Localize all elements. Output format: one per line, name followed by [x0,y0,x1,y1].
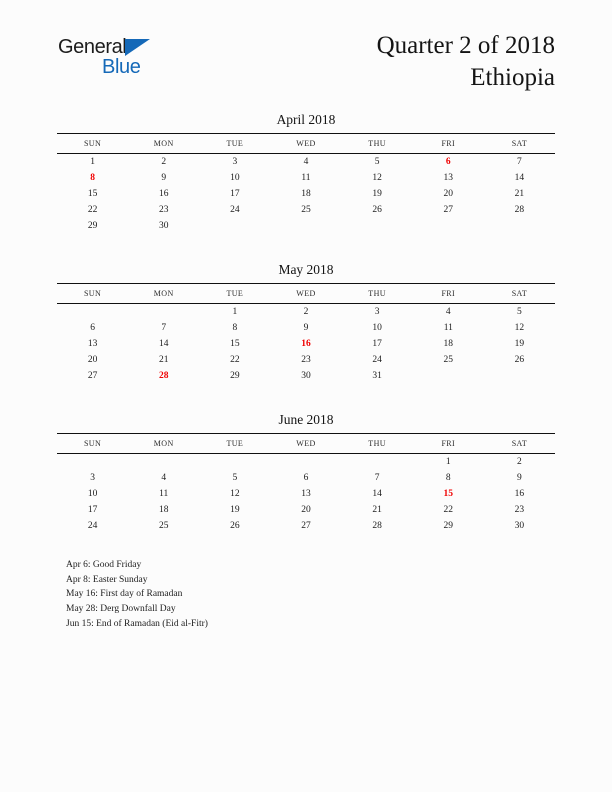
day-cell[interactable]: 29 [443,521,454,531]
day-cell[interactable]: 4 [161,473,167,483]
day-cell[interactable]: 20 [301,505,311,515]
weekday-header-wed: WED [270,434,341,454]
day-cell[interactable]: 24 [87,521,98,531]
day-cell[interactable]: 3 [90,473,95,483]
day-cell[interactable]: 1 [90,157,95,167]
day-cell[interactable]: 6 [303,473,309,483]
day-cell[interactable]: 8 [232,323,238,333]
week-row [57,470,555,486]
weekday-header-wed: WED [270,134,341,154]
holiday-legend-item: May 28: Derg Downfall Day [66,604,176,615]
week-row [57,186,555,202]
weekday-header-row [57,434,555,454]
calendar-table [57,283,555,384]
day-cell[interactable]: 23 [301,355,311,365]
day-cell[interactable]: 10 [372,323,382,333]
weekday-header-tue: TUE [199,134,270,154]
day-cell[interactable]: 10 [230,173,240,183]
day-cell[interactable]: 25 [158,521,169,531]
weekday-header-sun: SUN [57,134,128,154]
day-cell[interactable]: 11 [301,173,311,183]
day-cell[interactable]: 16 [514,489,525,499]
weekday-header-sun: SUN [57,284,128,304]
day-cell-empty [484,368,555,384]
day-cell[interactable]: 7 [374,473,380,483]
weekday-header-fri: FRI [413,284,484,304]
day-cell-empty [413,218,484,234]
day-cell[interactable]: 17 [230,189,240,199]
day-cell[interactable]: 8 [445,473,451,483]
day-cell[interactable]: 15 [230,339,240,349]
weekday-header-thu: THU [342,284,413,304]
day-cell[interactable]: 26 [372,205,382,215]
weekday-header-fri: FRI [413,134,484,154]
day-cell[interactable]: 21 [372,505,382,515]
day-cell[interactable]: 7 [161,323,167,333]
day-cell[interactable]: 29 [87,221,98,231]
day-cell[interactable]: 27 [301,521,311,531]
day-cell[interactable]: 21 [514,189,525,199]
weekday-header-mon: MON [128,284,199,304]
day-cell[interactable]: 30 [158,221,169,231]
day-cell[interactable]: 22 [87,205,98,215]
day-cell-empty [342,218,413,234]
week-row [57,502,555,518]
day-cell[interactable]: 16 [158,189,169,199]
day-cell-empty [484,218,555,234]
week-row [57,368,555,384]
weekday-header-mon: MON [128,434,199,454]
week-row [57,486,555,502]
day-cell-holiday[interactable]: 6 [445,157,451,167]
day-cell[interactable]: 21 [158,355,169,365]
day-cell[interactable]: 14 [514,173,525,183]
day-cell[interactable]: 11 [443,323,453,333]
day-cell[interactable]: 14 [158,339,169,349]
day-cell-empty [270,454,341,471]
weekday-header-sat: SAT [484,284,555,304]
triangle-icon [125,39,150,56]
week-row [57,454,555,471]
holiday-legend-item: Apr 6: Good Friday [66,560,142,570]
weekday-header-wed: WED [270,284,341,304]
day-cell[interactable]: 2 [517,457,522,467]
weekday-header-row [57,134,555,154]
day-cell[interactable]: 10 [87,489,98,499]
month-title: June 2018 [278,412,334,427]
weekday-header-thu: THU [342,134,413,154]
day-cell[interactable]: 17 [87,505,98,515]
day-cell[interactable]: 30 [301,371,311,381]
month-title: April 2018 [276,112,336,127]
weekday-header-thu: THU [342,434,413,454]
weekday-header-sat: SAT [484,134,555,154]
logo-word-blue: Blue [102,56,141,78]
day-cell-empty [128,454,199,471]
quarter-calendars [0,110,612,560]
day-cell[interactable]: 23 [514,505,525,515]
day-cell[interactable]: 12 [372,173,382,183]
day-cell-empty [270,218,341,234]
day-cell[interactable]: 12 [514,323,525,333]
day-cell-holiday[interactable]: 8 [90,173,95,183]
day-cell[interactable]: 5 [232,473,238,483]
day-cell-holiday[interactable]: 16 [301,339,311,349]
day-cell[interactable]: 20 [443,189,454,199]
day-cell-empty [199,218,270,234]
day-cell[interactable]: 2 [303,307,309,317]
weekday-header-row [57,284,555,304]
day-cell-empty [128,304,199,321]
day-cell[interactable]: 24 [372,355,382,365]
week-row [57,320,555,336]
day-cell[interactable]: 18 [301,189,311,199]
day-cell[interactable]: 14 [372,489,382,499]
day-cell[interactable]: 9 [517,473,522,483]
day-cell[interactable]: 25 [301,205,311,215]
holiday-legend-item: Jun 15: End of Ramadan (Eid al-Fitr) [66,618,208,629]
weekday-header-tue: TUE [199,284,270,304]
weekday-header-sun: SUN [57,434,128,454]
day-cell[interactable]: 12 [230,489,240,499]
day-cell[interactable]: 17 [372,339,382,349]
day-cell[interactable]: 5 [517,307,522,317]
day-cell-holiday[interactable]: 28 [158,371,169,381]
weekday-header-mon: MON [128,134,199,154]
day-cell[interactable]: 19 [372,189,382,199]
day-cell[interactable]: 2 [161,157,167,167]
page-header [0,0,612,104]
day-cell[interactable]: 18 [443,339,454,349]
week-row [57,202,555,218]
day-cell[interactable]: 9 [303,323,309,333]
week-row [57,352,555,368]
day-cell[interactable]: 25 [443,355,454,365]
day-cell-empty [342,454,413,471]
day-cell-empty [57,454,128,471]
page-subtitle: Ethiopia [470,64,555,91]
day-cell[interactable]: 4 [303,157,309,167]
day-cell[interactable]: 30 [514,521,525,531]
day-cell[interactable]: 27 [443,205,454,215]
day-cell[interactable]: 24 [230,205,240,215]
day-cell[interactable]: 28 [372,521,382,531]
day-cell[interactable]: 28 [514,205,525,215]
day-cell[interactable]: 19 [230,505,240,515]
calendar-table [57,433,555,534]
day-cell[interactable]: 13 [443,173,454,183]
holiday-legend-item: Apr 8: Easter Sunday [66,574,148,585]
day-cell[interactable]: 22 [443,505,454,515]
day-cell[interactable]: 6 [90,323,95,333]
day-cell[interactable]: 15 [87,189,98,199]
week-row [57,304,555,321]
title-block [377,30,555,94]
day-cell-empty [199,454,270,471]
day-cell[interactable]: 31 [372,371,382,381]
holiday-legend [66,558,466,632]
week-row [57,518,555,534]
week-row [57,170,555,186]
day-cell[interactable]: 19 [514,339,525,349]
day-cell-holiday[interactable]: 15 [443,489,454,499]
day-cell[interactable]: 5 [374,157,380,167]
day-cell[interactable]: 20 [87,355,98,365]
day-cell[interactable]: 3 [232,157,238,167]
day-cell[interactable]: 13 [301,489,311,499]
calendar-table [57,133,555,234]
week-row [57,218,555,234]
day-cell-empty [57,304,128,321]
day-cell[interactable]: 29 [230,371,240,381]
day-cell[interactable]: 3 [374,307,380,317]
day-cell[interactable]: 26 [514,355,525,365]
day-cell[interactable]: 22 [230,355,240,365]
month-block [57,410,555,534]
general-blue-logo[interactable] [58,36,178,84]
day-cell[interactable]: 1 [445,457,451,467]
weekday-header-tue: TUE [199,434,270,454]
month-block [57,260,555,384]
weekday-header-fri: FRI [413,434,484,454]
day-cell[interactable]: 9 [161,173,167,183]
day-cell[interactable]: 27 [87,371,98,381]
day-cell[interactable]: 26 [230,521,240,531]
day-cell[interactable]: 7 [517,157,522,167]
day-cell[interactable]: 4 [445,307,451,317]
week-row [57,336,555,352]
day-cell-empty [413,368,484,384]
logo-word-general: General [58,36,127,58]
day-cell[interactable]: 13 [87,339,98,349]
day-cell[interactable]: 1 [232,307,238,317]
day-cell[interactable]: 18 [158,505,169,515]
weekday-header-sat: SAT [484,434,555,454]
month-block [57,110,555,234]
day-cell[interactable]: 23 [158,205,169,215]
week-row [57,154,555,171]
month-title: May 2018 [278,262,334,277]
holiday-legend-item: May 16: First day of Ramadan [66,589,183,600]
day-cell[interactable]: 11 [159,489,169,499]
page-title: Quarter 2 of 2018 [376,32,555,59]
